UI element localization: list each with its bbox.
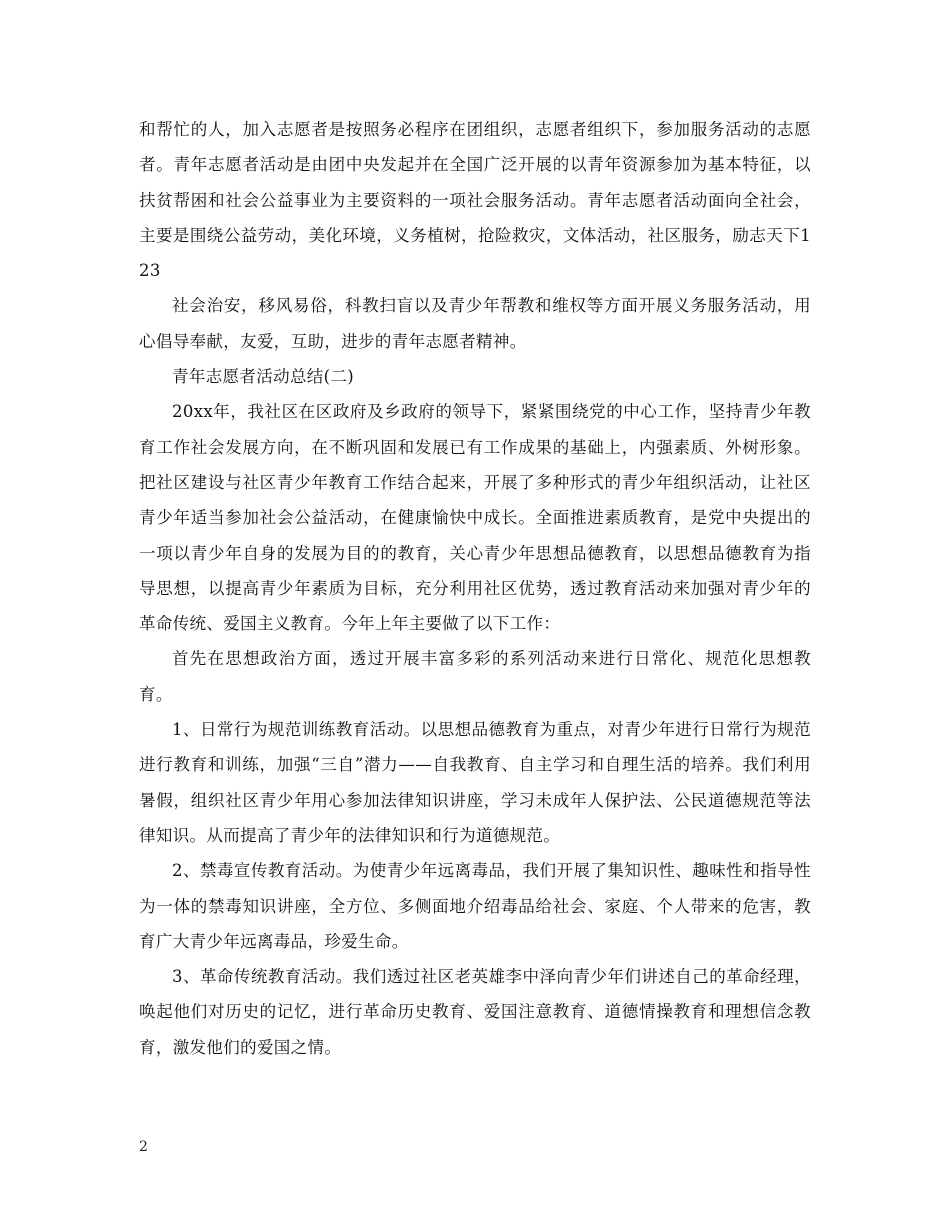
list-item-behavior-training: 1、日常行为规范训练教育活动。以思想品德教育为重点，对青少年进行日常行为规范进行教育和训练，加强“三自”潜力——自我教育、自主学习和自理生活的培养。我们利用暑假，组织社区青少年用心参加法律知识讲座，学习未成年人保护法、公民道德规范等法律知识。从而提高了青少年的法律知识和行为道德规范。	[139, 720, 811, 845]
paragraph-continued: 和帮忙的人，加入志愿者是按照务必程序在团组织，志愿者组织下，参加服务活动的志愿者。青年志愿者活动是由团中央发起并在全国广泛开展的以青年资源参加为基本特征，以扶贫帮困和社会公益事业为主要资料的一项社会服务活动。青年志愿者活动面向全社会，主要是围绕公益劳动，美化环境，义务植树，抢险救灾，文体活动，社区服务，励志天下123	[139, 120, 811, 281]
list-item-anti-drug: 2、禁毒宣传教育活动。为使青少年远离毒品，我们开展了集知识性、趣味性和指导性为一体的禁毒知识讲座，全方位、多侧面地介绍毒品给社会、家庭、个人带来的危害，教育广大青少年远离毒品，珍爱生命。	[139, 861, 811, 951]
document-body	[139, 112, 811, 1065]
list-item-revolutionary-tradition: 3、革命传统教育活动。我们透过社区老英雄李中泽向青少年们讲述自己的革命经理，唤起他们对历史的记忆，进行革命历史教育、爱国注意教育、道德情操教育和理想信念教育，激发他们的爱国之情。	[139, 967, 811, 1057]
paragraph-volunteer-spirit: 社会治安，移风易俗，科教扫盲以及青少年帮教和维权等方面开展义务服务活动，用心倡导奉献，友爱，互助，进步的青年志愿者精神。	[139, 296, 811, 351]
paragraph-community-work: 20xx年，我社区在区政府及乡政府的领导下，紧紧围绕党的中心工作，坚持青少年教育工作社会发展方向，在不断巩固和发展已有工作成果的基础上，内强素质、外树形象。把社区建设与社区青少年教育工作结合起来，开展了多种形式的青少年组织活动，让社区青少年适当参加社会公益活动，在健康愉快中成长。全面推进素质教育，是党中央提出的一项以青少年自身的发展为目的的教育，关心青少年思想品德教育，以思想品德教育为指导思想，以提高青少年素质为目标，充分利用社区优势，透过教育活动来加强对青少年的革命传统、爱国主义教育。今年上年主要做了以下工作：	[139, 402, 811, 634]
section-heading: 青年志愿者活动总结(二)	[172, 367, 355, 387]
paragraph-political-education: 首先在思想政治方面，透过开展丰富多彩的系列活动来进行日常化、规范化思想教育。	[139, 649, 811, 704]
page-number: 2	[139, 1139, 148, 1155]
